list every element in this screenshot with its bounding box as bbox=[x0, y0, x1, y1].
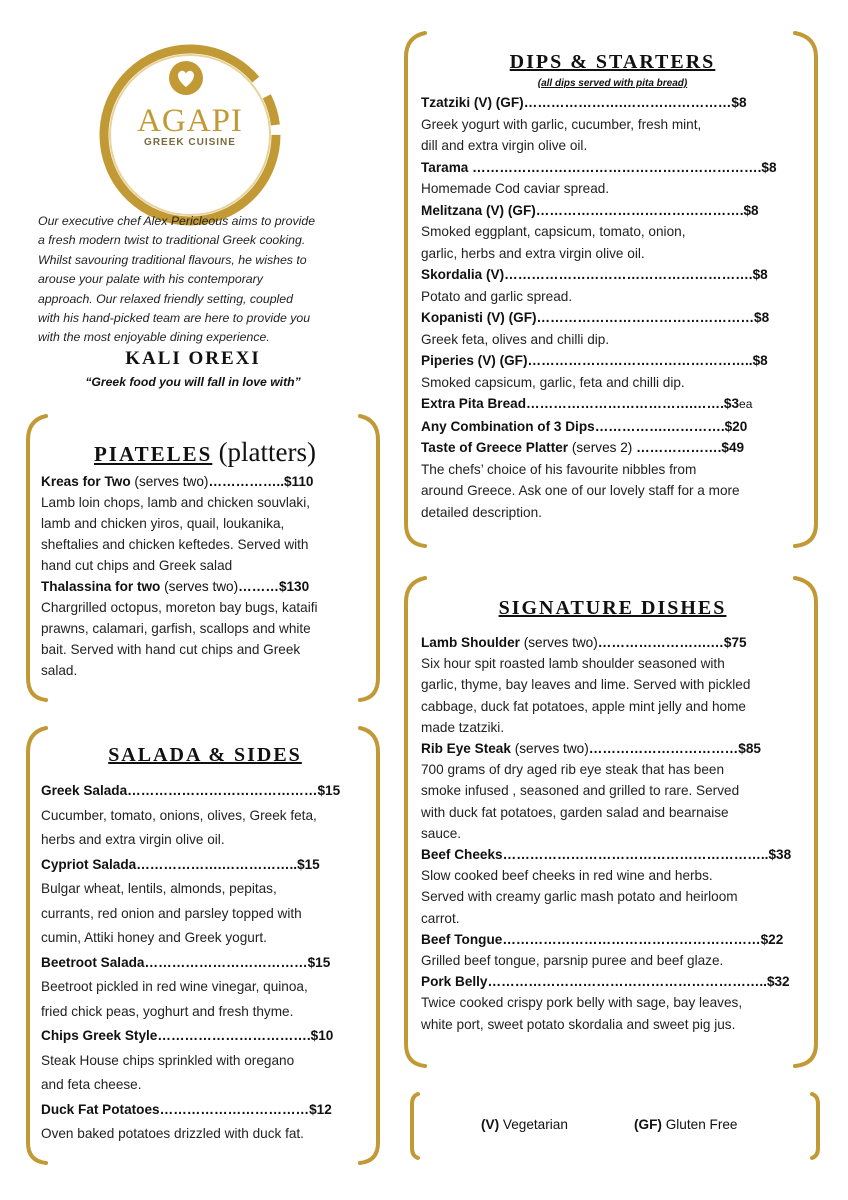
menu-item: Duck Fat Potatoes……………………………$12 Oven baked potatoes drizzled with duck fat. bbox=[41, 1101, 332, 1141]
logo-subtitle: GREEK CUISINE bbox=[144, 137, 236, 148]
logo-name: AGAPI bbox=[137, 103, 243, 139]
menu-item: Melitzana (V) (GF)……………………………………….$8 Smoked eggplant, capsicum, tomato, onion, garlic, herbs and extra virgin olive oil. bbox=[421, 202, 759, 261]
menu-item: Skordalia (V)……………………………………………….$8 Potato and garlic spread. bbox=[421, 267, 768, 304]
salada-list bbox=[41, 779, 371, 1147]
legend-vegetarian: (V) Vegetarian bbox=[481, 1117, 568, 1132]
intro-text: Our executive chef Alex Pericleous aims to provide a fresh modern twist to traditional Greek cooking. Whilst savouring traditional flavours, he wishes to arouse your palate with his contemporary approach. Our relaxed friendly setting, coupled with his hand-picked team are here to provide you with the most enjoyable dining experience. bbox=[38, 214, 316, 345]
menu-item: Thalassina for two (serves two)………$130 Chargrilled octopus, moreton bay bugs, kataifi prawns, calamari, garfish, scallops and white bait. Served with hand cut chips and Greek salad. bbox=[41, 579, 318, 678]
greeting: KALI OREXI bbox=[125, 348, 261, 369]
dips-subtitle: (all dips served with pita bread) bbox=[537, 78, 688, 89]
menu-item: Beef Cheeks…………………………………………………..$38 Slow cooked beef cheeks in red wine and herbs. Served with creamy garlic mash potato and heirloom carrot. bbox=[421, 847, 792, 926]
menu-item: Greek Salada……………………………………$15 Cucumber, tomato, onions, olives, Greek feta, herbs and extra virgin olive oil. bbox=[41, 783, 341, 847]
dips-title: DIPS & STARTERS bbox=[509, 51, 716, 73]
salada-title: SALADA & SIDES bbox=[108, 744, 302, 766]
menu-item: Beetroot Salada………………………………$15 Beetroot pickled in red wine vinegar, quinoa, fried chick peas, yoghurt and fresh thyme. bbox=[41, 954, 331, 1019]
dips-list bbox=[421, 92, 806, 523]
tagline: “Greek food you will fall in love with” bbox=[85, 375, 301, 389]
menu-item: Pork Belly……………………………………………………..$32 Twice cooked crispy pork belly with sage, bay leaves, white port, sweet potato skordalia and sweet pig jus. bbox=[421, 974, 790, 1032]
menu-item: Rib Eye Steak (serves two)……………………………$85 700 grams of dry aged rib eye steak that has been smoke infused , seasoned and grilled to rare. Served with duck fat potatoes, garden salad and bearnaise sauce. bbox=[421, 741, 761, 841]
menu-item: Tzatziki (V) (GF)………………….……………………$8 Greek yogurt with garlic, cucumber, fresh mint, dill and extra virgin olive oil. bbox=[421, 95, 747, 153]
platters-list bbox=[41, 471, 371, 681]
menu-item: Chips Greek Style…………………………….$10 Steak House chips sprinkled with oregano and feta cheese. bbox=[41, 1028, 334, 1092]
signature-list bbox=[421, 632, 806, 1035]
menu-item: Tarama ……………………………………………………….$8 Homemade Cod caviar spread. bbox=[421, 159, 777, 196]
menu-item: Extra Pita Bread……………………………….…….$3ea bbox=[421, 396, 753, 411]
menu-item: Kopanisti (V) (GF)…………………………………………$8 Greek feta, olives and chilli dip. bbox=[421, 310, 770, 347]
menu-item: Cypriot Salada……………….……………..$15 Bulgar wheat, lentils, almonds, pepitas, currants, red onion and parsley topped with cumin, Attiki honey and Greek yogurt. bbox=[41, 856, 320, 945]
menu-item: Taste of Greece Platter (serves 2) ……………….$49 The chefs’ choice of his favourite nibbles from around Greece. Ask one of our lovely staff for a more detailed description. bbox=[421, 440, 745, 520]
signature-title: SIGNATURE DISHES bbox=[498, 597, 727, 619]
menu-item: Beef Tongue…………………………………………………$22 Grilled beef tongue, parsnip puree and beef glaze. bbox=[421, 931, 784, 969]
legend-gluten-free: (GF) Gluten Free bbox=[634, 1117, 738, 1132]
menu-item: Piperies (V) (GF)…………………………………………..$8 Smoked capsicum, garlic, feta and chilli dip. bbox=[421, 353, 768, 390]
platters-title: PIATELES (platters) bbox=[93, 437, 317, 467]
menu-item: Lamb Shoulder (serves two)…………………….…$75 Six hour spit roasted lamb shoulder seasoned with garlic, thyme, bay leaves and lime. Served with pickled cabbage, duck fat potatoes, apple mint jelly and home made tzatziki. bbox=[421, 635, 751, 735]
menu-item: Any Combination of 3 Dips…………….………….$20 bbox=[421, 418, 748, 434]
menu-item: Kreas for Two (serves two)……………..$110 Lamb loin chops, lamb and chicken souvlaki, lamb and chicken yiros, quail, loukanika, sheftalies and chicken keftedes. Served with hand cut chips and Greek salad bbox=[41, 474, 314, 573]
